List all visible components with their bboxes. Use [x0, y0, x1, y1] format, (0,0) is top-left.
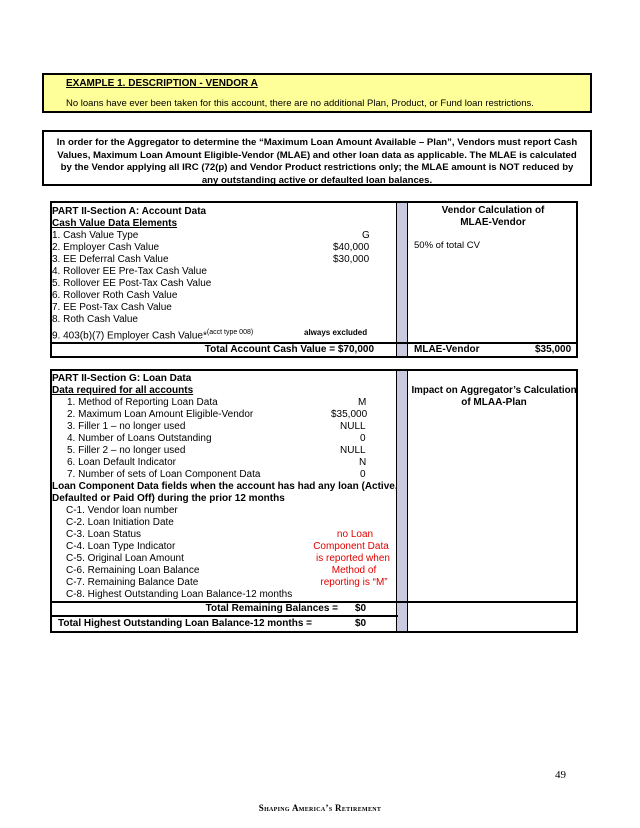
total-account-cash-value: Total Account Cash Value = $70,000 — [204, 344, 374, 355]
loan-row-label: 2. Maximum Loan Amount Eligible-Vendor — [67, 409, 254, 420]
red-note-line: Component Data — [313, 541, 389, 552]
loan-row-value: N — [359, 457, 367, 468]
loan-row-value: $35,000 — [331, 409, 368, 420]
cv-row9-label: 9. 403(b)(7) Employer Cash Value* — [52, 330, 207, 342]
loan-row-label: 3. Filler 1 – no longer used — [67, 421, 186, 432]
cv-row-label: 4. Rollover EE Pre-Tax Cash Value — [52, 266, 207, 277]
loan-row-label: 5. Filler 2 – no longer used — [67, 445, 186, 456]
section-g-subtitle: Data required for all accounts — [52, 385, 194, 396]
cv-row-label: 7. EE Post-Tax Cash Value — [52, 302, 172, 313]
page-number: 49 — [555, 769, 566, 781]
total-highest-value: $0 — [355, 618, 367, 629]
example-box — [42, 73, 592, 113]
loan-row-value: M — [358, 397, 367, 408]
loan-row-label: 6. Loan Default Indicator — [67, 457, 176, 468]
cv-row-label — [52, 327, 253, 342]
component-row: C-4. Loan Type Indicator — [66, 541, 176, 552]
section-g-title: PART II-Section G: Loan Data — [52, 373, 192, 384]
component-row: C-2. Loan Initiation Date — [66, 517, 174, 528]
cv-row-value: $40,000 — [333, 242, 370, 253]
vendor-calc-title: Vendor Calculation of — [441, 205, 545, 216]
cv-row-label: 1. Cash Value Type — [52, 230, 139, 241]
component-row: C-5. Original Loan Amount — [66, 553, 184, 564]
cv-row-label: 6. Rollover Roth Cash Value — [52, 290, 178, 301]
red-note-line: Method of — [331, 565, 377, 576]
loan-row-value: 0 — [360, 469, 366, 480]
section-a-subtitle: Cash Value Data Elements — [52, 218, 178, 229]
loan-row-label: 4. Number of Loans Outstanding — [67, 433, 212, 444]
intro-paragraph: In order for the Aggregator to determine the “Maximum Loan Amount Available – Plan”, Vendors must report Cash Values, Maximum Loan Amount Eligible-Vendor (MLAE) and other loan data as applicable. The MLAE is calculated by the Vendor applying all IRC (72(p) and Vendor Product restrictions only; the MLAE amount is NOT reduced by any outstanding active or defaulted loan balances. — [42, 130, 592, 186]
component-row: C-1. Vendor loan number — [66, 505, 178, 516]
red-note-line: is reported when — [316, 553, 390, 564]
example-description: No loans have ever been taken for this account, there are no additional Plan, Product, or Fund loan restrictions. — [66, 98, 534, 109]
always-excluded-note: always excluded — [304, 328, 368, 337]
mlae-vendor-value: $35,000 — [535, 344, 572, 355]
component-heading: Loan Component Data fields when the account has had any loan (Active, — [52, 481, 398, 492]
total-highest-label: Total Highest Outstanding Loan Balance-12 months = — [58, 618, 313, 629]
component-row: C-7. Remaining Balance Date — [66, 577, 199, 588]
impact-title: of MLAA-Plan — [461, 397, 527, 408]
cv-row9-superscript: (acct type 008) — [206, 329, 254, 336]
cv-row-label: 2. Employer Cash Value — [52, 242, 160, 253]
section-g-divider — [396, 371, 408, 631]
loan-row-label: 7. Number of sets of Loan Component Data — [67, 469, 261, 480]
cv-row-label: 8. Roth Cash Value — [52, 314, 138, 325]
vendor-calc-title: MLAE-Vendor — [460, 217, 526, 228]
red-note-line: no Loan — [336, 529, 374, 540]
page-footer: Shaping America’s Retirement — [258, 803, 382, 813]
component-heading: Defaulted or Paid Off) during the prior 12 months — [52, 493, 285, 504]
cv-row-label: 5. Rollover EE Post-Tax Cash Value — [52, 278, 212, 289]
cv-row-value: $30,000 — [333, 254, 370, 265]
cv-row-value: G — [362, 230, 370, 241]
section-g-total-rule-2 — [50, 615, 398, 617]
red-note-line: reporting is “M” — [320, 577, 388, 588]
loan-row-value: NULL — [340, 445, 366, 456]
section-a-divider — [396, 203, 408, 356]
section-a-title: PART II-Section A: Account Data — [52, 206, 207, 217]
component-row: C-3. Loan Status — [66, 529, 142, 540]
example-title: EXAMPLE 1. DESCRIPTION - VENDOR A — [66, 78, 258, 89]
cv-row-label: 3. EE Deferral Cash Value — [52, 254, 169, 265]
total-remaining-value: $0 — [355, 603, 367, 614]
component-row: C-8. Highest Outstanding Loan Balance-12 months — [66, 589, 293, 600]
impact-title: Impact on Aggregator’s Calculation — [411, 385, 577, 396]
loan-row-value: NULL — [340, 421, 366, 432]
mlae-vendor-label: MLAE-Vendor — [414, 344, 480, 355]
component-row: C-6. Remaining Loan Balance — [66, 565, 200, 576]
loan-row-label: 1. Method of Reporting Loan Data — [67, 397, 218, 408]
total-remaining-label: Total Remaining Balances = — [205, 603, 338, 614]
loan-row-value: 0 — [360, 433, 366, 444]
vendor-calc-note: 50% of total CV — [414, 240, 481, 251]
